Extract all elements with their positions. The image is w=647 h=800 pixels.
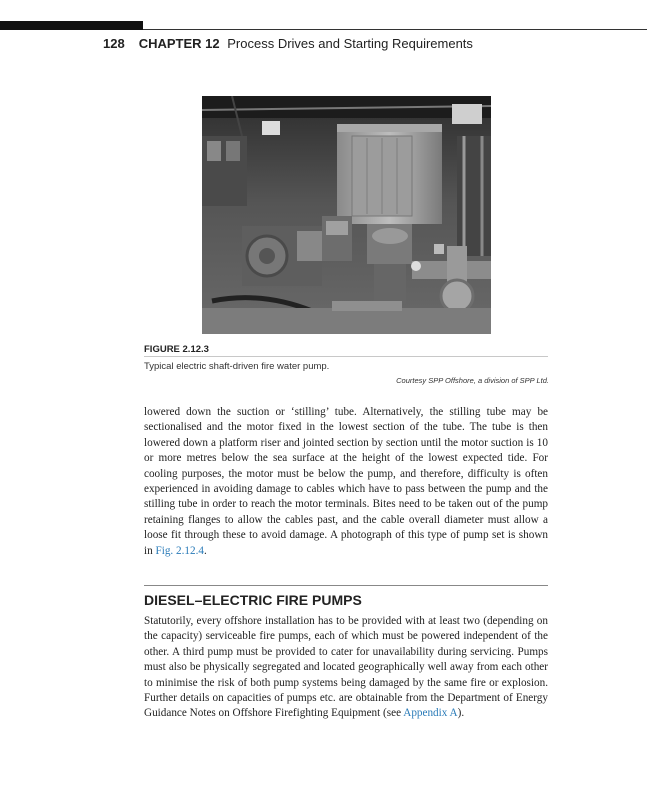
paragraph-text: lowered down the suction or ‘stilling’ tube. Alternatively, the stilling tube may be sectionalised and the motor fixed in the lowest section of the tube. The tube is then lowered down a platform riser and jointed section by section until the motor suction is 10 or more metres below the sea surface at the height of the lowest expected tide. For cooling purposes, the motor must be below the pump, and therefore, difficulty is often experienced in avoiding damage to cables which have to pass between the pump and the stilling tube in order to reach the motor terminals. Bites need to be taken out of the pump retaining flanges to allow the cables past, and the cable overall diameter must allow a loose fit through these to avoid damage. A photograph of this type of pump set is shown in <box>144 406 548 557</box>
figure-rule <box>144 356 548 357</box>
body-paragraph-2 <box>144 614 548 722</box>
figure-credit: Courtesy SPP Offshore, a division of SPP Ltd. <box>396 376 549 385</box>
figure-caption: Typical electric shaft-driven fire water pump. <box>144 361 330 372</box>
section-rule <box>144 585 548 586</box>
appendix-link[interactable]: Appendix A <box>403 707 458 720</box>
paragraph-end: . <box>204 544 207 557</box>
paragraph-end: ). <box>457 707 465 720</box>
figure-label: FIGURE 2.12.3 <box>144 344 209 355</box>
header-bar <box>0 21 143 30</box>
fire-pump-photo <box>202 96 491 334</box>
chapter-number: CHAPTER 12 <box>138 36 220 51</box>
figure-photo <box>202 96 491 334</box>
page-number: 128 <box>103 36 125 51</box>
header-rule <box>143 29 647 30</box>
section-heading: DIESEL–ELECTRIC FIRE PUMPS <box>144 592 362 608</box>
body-paragraph-1 <box>144 405 548 559</box>
chapter-title: Process Drives and Starting Requirements <box>227 36 473 51</box>
running-header <box>103 36 473 51</box>
figure-link[interactable]: Fig. 2.12.4 <box>155 544 204 557</box>
paragraph-text: Statutorily, every offshore installation has to be provided with at least two (depending on the capacity) serviceable fire pumps, each of which must be powered independent of the other. A third pump must be provided to cater for unavailability during servicing. Pumps must also be physically segregated and located geographically well away from each other to minimise the risk of both pump systems being damaged by the same fire or explosion. Further details on capacities of pumps etc. are obtainable from the Department of Energy Guidance Notes on Offshore Firefighting Equipment (see <box>144 615 548 720</box>
